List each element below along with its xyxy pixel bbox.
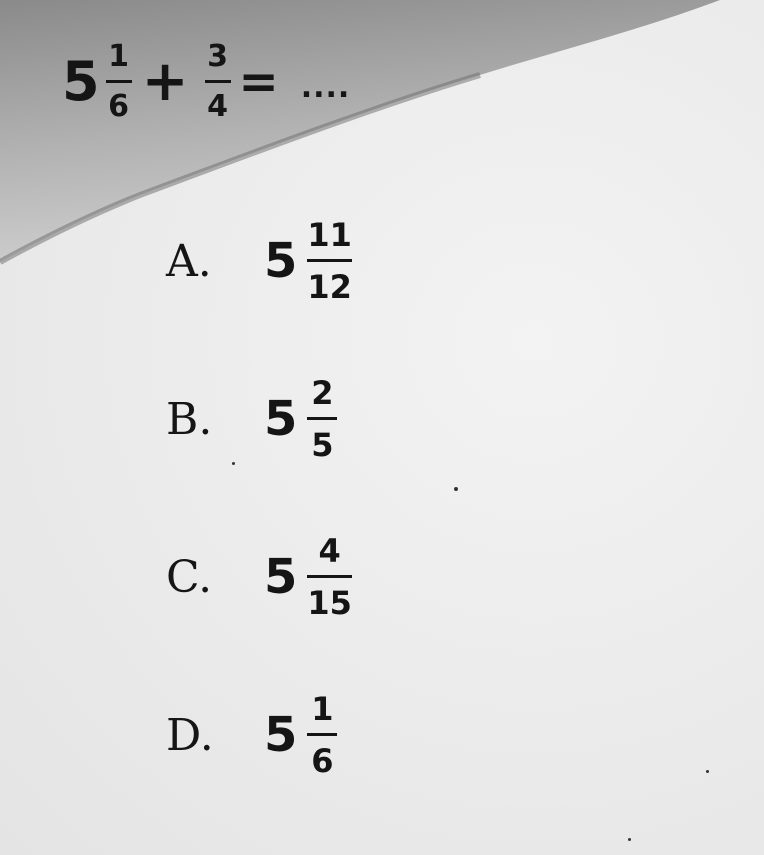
option-b[interactable] — [166, 363, 352, 475]
option-label: B. — [166, 393, 213, 445]
option-fraction — [307, 532, 352, 622]
fraction-denominator: 4 — [207, 89, 228, 124]
option-whole-number: 5 — [264, 233, 298, 289]
question-fraction-1 — [106, 39, 132, 124]
option-c[interactable] — [166, 521, 352, 633]
fraction-denominator: 6 — [108, 89, 130, 124]
fraction-numerator: 3 — [207, 39, 228, 74]
option-whole-number: 5 — [264, 707, 298, 763]
fraction-denominator: 5 — [311, 426, 334, 464]
question-expression — [62, 39, 351, 124]
fraction-bar — [106, 80, 132, 83]
fraction-numerator: 2 — [311, 374, 334, 412]
option-label: C. — [166, 551, 213, 603]
plus-operator: + — [141, 49, 189, 114]
option-d[interactable] — [166, 679, 352, 791]
scan-speck — [628, 838, 631, 841]
fraction-bar — [307, 259, 352, 262]
fraction-numerator: 1 — [311, 690, 334, 728]
option-label: A. — [166, 235, 212, 287]
fraction-numerator: 1 — [108, 39, 130, 74]
equals-sign: = — [238, 54, 279, 110]
scan-speck — [454, 487, 458, 491]
fraction-denominator: 15 — [307, 584, 352, 622]
option-fraction — [307, 216, 352, 306]
question-fraction-2 — [205, 39, 231, 124]
fraction-bar — [307, 575, 352, 578]
scan-speck — [706, 770, 709, 773]
fraction-numerator: 11 — [307, 216, 352, 254]
answer-blank: .... — [300, 69, 351, 105]
answer-options — [166, 205, 352, 837]
option-whole-number: 5 — [264, 549, 298, 605]
option-fraction — [307, 690, 337, 780]
fraction-bar — [307, 417, 337, 420]
question-whole-number: 5 — [62, 50, 100, 113]
option-label: D. — [166, 709, 214, 761]
fraction-bar — [205, 80, 231, 83]
fraction-numerator: 4 — [318, 532, 341, 570]
scan-speck — [232, 462, 235, 465]
fraction-denominator: 12 — [307, 268, 352, 306]
fraction-denominator: 6 — [311, 742, 334, 780]
option-whole-number: 5 — [264, 391, 298, 447]
option-a[interactable] — [166, 205, 352, 317]
fraction-bar — [307, 733, 337, 736]
option-fraction — [307, 374, 337, 464]
